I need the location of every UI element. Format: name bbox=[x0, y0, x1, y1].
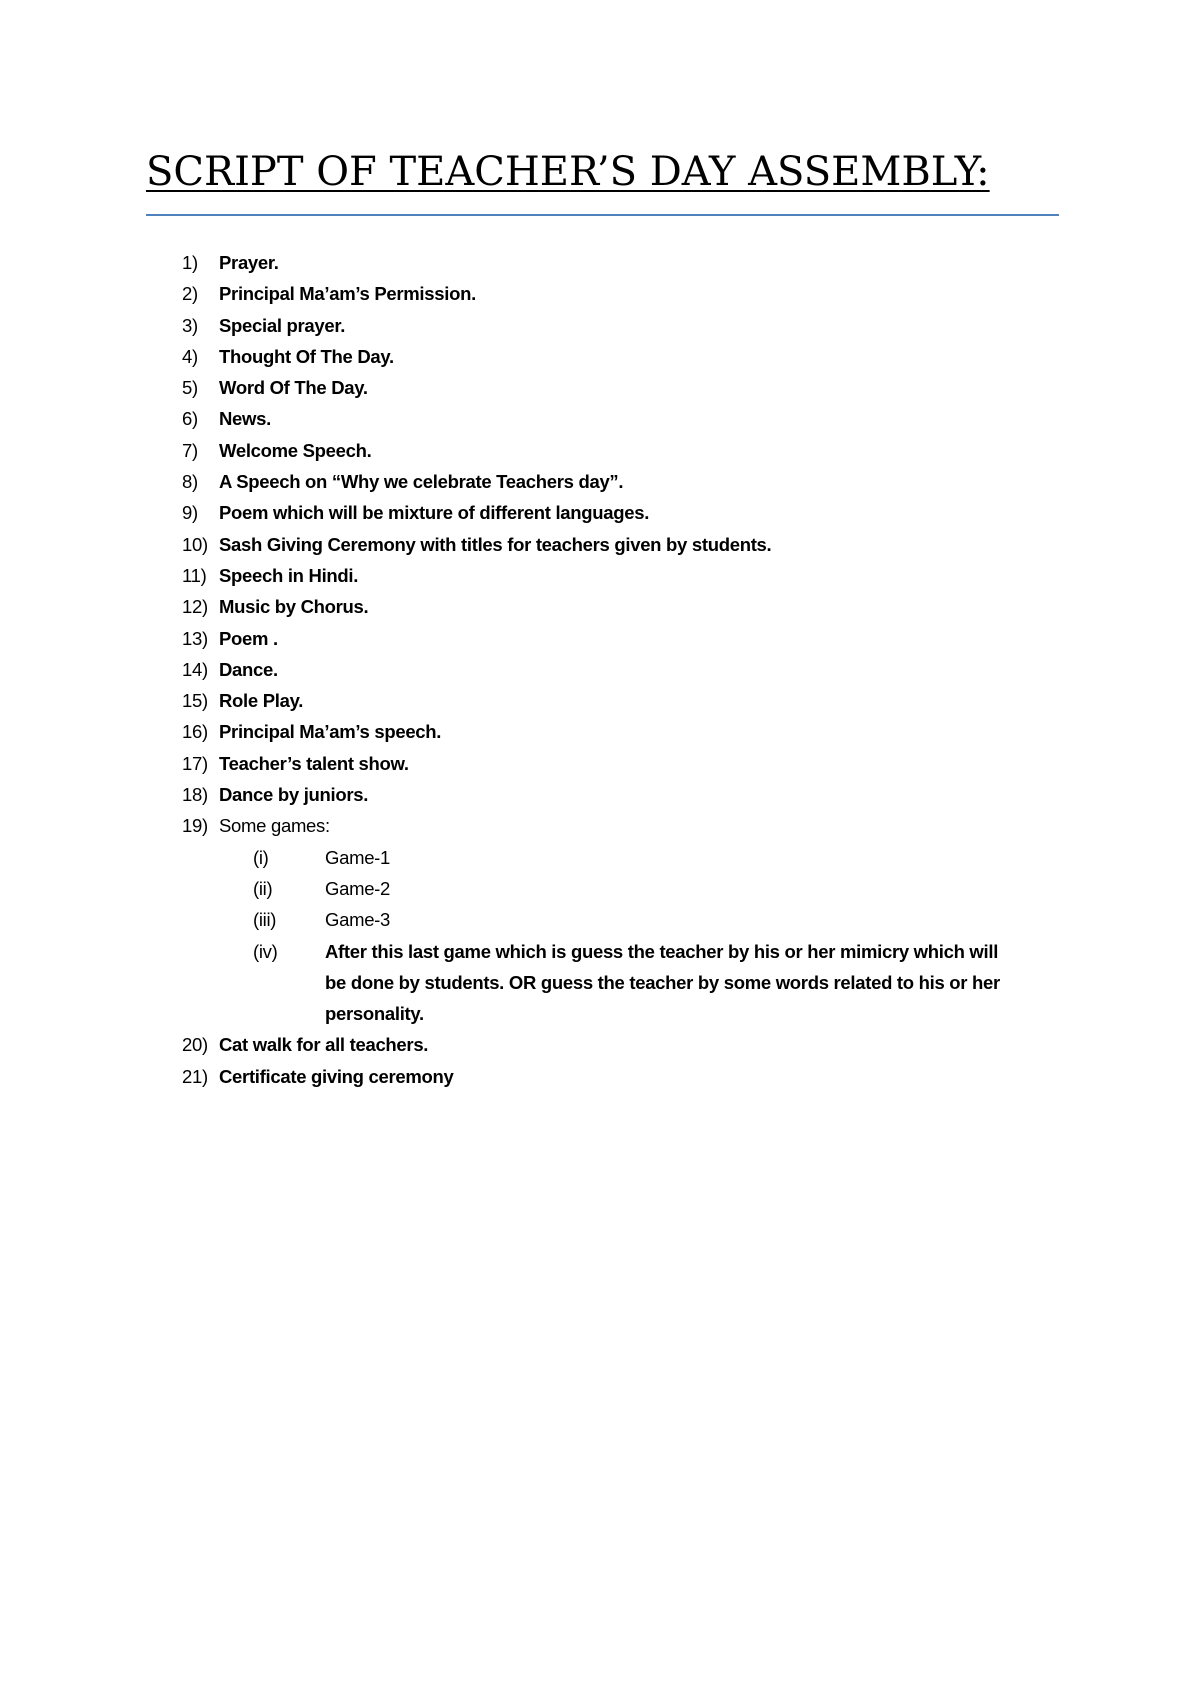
list-item-text: A Speech on “Why we celebrate Teachers day”. bbox=[219, 471, 624, 493]
list-item bbox=[182, 1029, 1062, 1060]
list-item-text: Speech in Hindi. bbox=[219, 564, 359, 586]
games-sublist bbox=[182, 842, 1062, 1030]
list-item-games bbox=[182, 810, 1062, 841]
sublist-item-text: Game-3 bbox=[325, 909, 391, 931]
document-title: SCRIPT OF TEACHER’S DAY ASSEMBLY: bbox=[146, 149, 990, 195]
list-item-text: Thought Of The Day. bbox=[219, 345, 394, 367]
sublist-item bbox=[253, 842, 1062, 873]
list-item bbox=[182, 403, 1062, 434]
list-item bbox=[182, 247, 1062, 278]
list-item bbox=[182, 466, 1062, 497]
list-item bbox=[182, 591, 1062, 622]
list-item-number: 2) bbox=[182, 283, 198, 305]
sublist-item bbox=[253, 904, 1062, 935]
list-item bbox=[182, 685, 1062, 716]
list-item-text: Dance by juniors. bbox=[219, 784, 369, 806]
list-item-number: 18) bbox=[182, 784, 208, 806]
sublist-item-text: Game-2 bbox=[325, 877, 391, 899]
list-item-number: 4) bbox=[182, 345, 198, 367]
list-item-text: Music by Chorus. bbox=[219, 596, 369, 618]
list-item-text: Role Play. bbox=[219, 690, 304, 712]
list-item bbox=[182, 310, 1062, 341]
list-item bbox=[182, 372, 1062, 403]
list-item bbox=[182, 779, 1062, 810]
sublist-item-number: (i) bbox=[253, 846, 269, 868]
list-item-text: Teacher’s talent show. bbox=[219, 752, 409, 774]
list-item bbox=[182, 623, 1062, 654]
list-item-text: Word Of The Day. bbox=[219, 377, 368, 399]
list-item bbox=[182, 716, 1062, 747]
list-item-text: Certificate giving ceremony bbox=[219, 1065, 454, 1087]
list-item-number: 5) bbox=[182, 377, 198, 399]
sublist-item bbox=[253, 873, 1062, 904]
list-item-number: 10) bbox=[182, 533, 208, 555]
list-item bbox=[182, 497, 1062, 528]
sublist-item-number: (iv) bbox=[253, 940, 278, 962]
list-item-number: 17) bbox=[182, 752, 208, 774]
list-item-text: Principal Ma’am’s Permission. bbox=[219, 283, 476, 305]
list-item bbox=[182, 341, 1062, 372]
list-item-text: Sash Giving Ceremony with titles for teachers given by students. bbox=[219, 533, 772, 555]
list-item-number: 13) bbox=[182, 627, 208, 649]
list-item-number: 16) bbox=[182, 721, 208, 743]
sublist-item bbox=[253, 936, 1062, 1030]
list-item-number: 21) bbox=[182, 1065, 208, 1087]
list-item-number: 6) bbox=[182, 408, 198, 430]
list-item-text: Poem . bbox=[219, 627, 278, 649]
list-item-number: 8) bbox=[182, 471, 198, 493]
title-underline-rule bbox=[146, 214, 1059, 216]
list-item-number: 3) bbox=[182, 314, 198, 336]
list-item bbox=[182, 654, 1062, 685]
list-item bbox=[182, 1061, 1062, 1092]
list-item-number: 15) bbox=[182, 690, 208, 712]
list-item-text: Special prayer. bbox=[219, 314, 346, 336]
list-item-number: 19) bbox=[182, 815, 208, 837]
list-item-text: Poem which will be mixture of different languages. bbox=[219, 502, 650, 524]
list-item-text: Cat walk for all teachers. bbox=[219, 1034, 429, 1056]
list-item-text: Principal Ma’am’s speech. bbox=[219, 721, 442, 743]
assembly-program-list bbox=[182, 247, 1062, 1092]
list-item-text: Welcome Speech. bbox=[219, 439, 372, 461]
list-item-number: 1) bbox=[182, 252, 198, 273]
list-item-text: Some games: bbox=[219, 815, 330, 837]
list-item-number: 12) bbox=[182, 596, 208, 618]
list-item bbox=[182, 278, 1062, 309]
sublist-item-number: (ii) bbox=[253, 877, 273, 899]
list-item bbox=[182, 560, 1062, 591]
sublist-item-text: After this last game which is guess the teacher by his or her mimicry which will be done by students. OR guess the teacher by some words related to his or her personality. bbox=[325, 940, 1000, 1025]
list-item-text: Dance. bbox=[219, 658, 278, 680]
list-item-text: News. bbox=[219, 408, 271, 430]
sublist-item-number: (iii) bbox=[253, 909, 277, 931]
list-item-number: 11) bbox=[182, 564, 207, 586]
list-item-number: 7) bbox=[182, 439, 198, 461]
sublist-item-text: Game-1 bbox=[325, 846, 391, 868]
games-sublist-container bbox=[182, 842, 1062, 1030]
list-item-number: 14) bbox=[182, 658, 208, 680]
list-item-number: 9) bbox=[182, 502, 198, 524]
list-item bbox=[182, 435, 1062, 466]
list-item-number: 20) bbox=[182, 1034, 208, 1056]
list-item bbox=[182, 748, 1062, 779]
list-item bbox=[182, 529, 1062, 560]
list-item-text: Prayer. bbox=[219, 252, 279, 273]
